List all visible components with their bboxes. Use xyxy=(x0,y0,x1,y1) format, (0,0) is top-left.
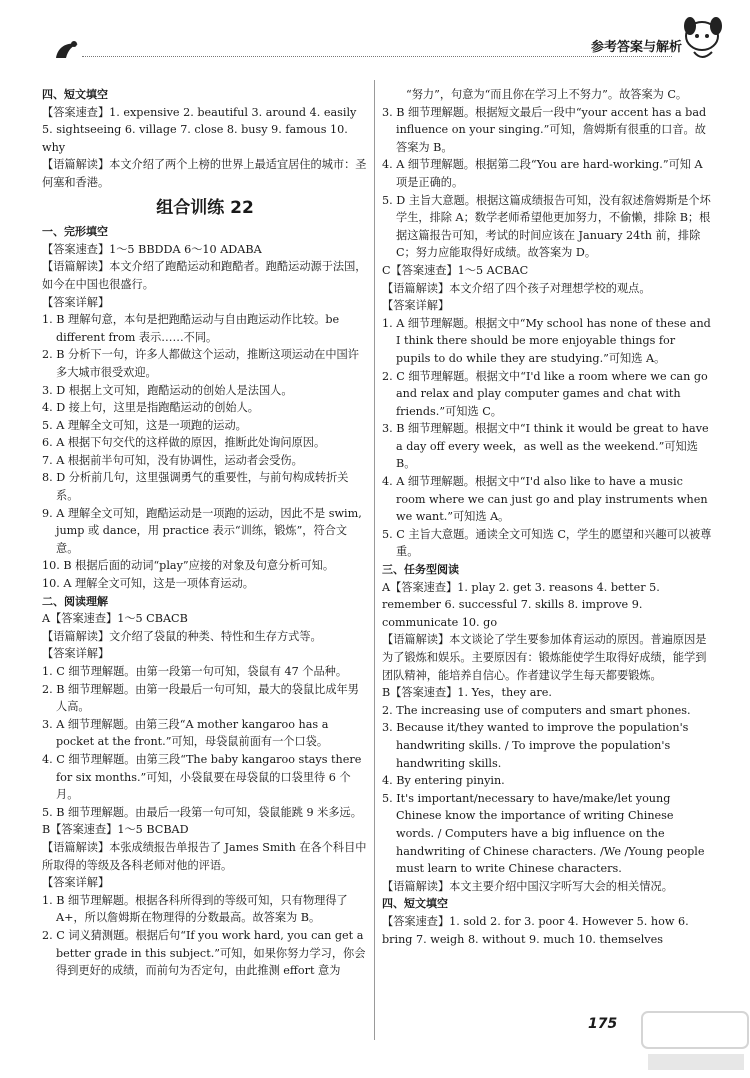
answer-line: 3. B 细节理解题。根据短文最后一段中“your accent has a bad influence on your singing.”可知，詹姆斯有很重的口音。故答案为 B。 xyxy=(382,105,707,154)
answer-line: 4. D 接上句，这里是指跑酷运动的创始人。 xyxy=(42,401,259,415)
answer-line: 7. A 根据前半句可知，没有协调性，运动者会受伤。 xyxy=(42,453,303,467)
page-number: 175 xyxy=(588,1016,618,1032)
answer-line: 6. A 根据下句交代的这样做的原因，推断此处询问原因。 xyxy=(42,436,326,450)
answer-line: 1. B 细节理解题。根据各科所得到的等级可知，只有物理得了 A+，所以詹姆斯在物理得的分数最高。故答案为 B。 xyxy=(42,893,348,925)
page-header xyxy=(0,0,750,70)
answer-line: 10. B 根据后面的动词“play”应接的对象及句意分析可知。 xyxy=(42,559,335,573)
answer-line: 【答案速查】1～5 BBDDA 6～10 ADABA xyxy=(42,242,262,256)
answer-line: 5. D 主旨大意题。根据这篇成绩报告可知，没有叙述詹姆斯是个坏学生，排除 A；数学老师希望他更加努力，不偷懒，排除 B；根据这篇报告可知，考试的时间应该在 January 24th 前，排除 C；努力应能取得好成绩。故答案为 D。 xyxy=(382,193,711,260)
mascot-icon xyxy=(676,14,730,66)
bird-logo-icon xyxy=(52,38,82,62)
answer-line: 1. C 细节理解题。由第一段第一句可知，袋鼠有 47 个品种。 xyxy=(42,665,348,678)
left-column xyxy=(42,86,368,980)
section-heading: 四、短文填空 xyxy=(42,88,108,101)
header-rule xyxy=(82,56,672,57)
section-heading: 一、完形填空 xyxy=(42,225,108,239)
answer-line: 2. C 词义猜测题。根据后句“If you work hard, you can get a better grade in this subject.”可知，如果你努力学习，你会得到更好的成绩，而前句为否定句，由此推测 effort 意为 xyxy=(42,928,366,978)
answer-line: 5. C 主旨大意题。通读全文可知选 C，学生的愿望和兴趣可以被尊重。 xyxy=(382,527,712,559)
answer-line: 【答案详解】 xyxy=(382,299,450,313)
answer-line: B【答案速查】1. Yes，they are. xyxy=(382,686,552,700)
column-divider xyxy=(374,80,375,1040)
answer-line: 1. B 理解句意，本句是把跑酷运动与自由跑运动作比较。be different from 表示……不同。 xyxy=(42,313,340,344)
answer-line: 4. By entering pinyin. xyxy=(382,774,505,788)
section-heading: 二、阅读理解 xyxy=(42,594,108,608)
answer-line: 4. A 细节理解题。根据第二段“You are hard-working.”可知 A 项是正确的。 xyxy=(382,158,703,189)
section-heading: 三、任务型阅读 xyxy=(382,563,459,577)
answer-line: 2. The increasing use of computers and smart phones. xyxy=(382,703,691,717)
right-column xyxy=(382,86,712,948)
answer-line: 【答案详解】 xyxy=(42,295,110,309)
answer-line: 5. A 理解全文可知，这是一项跑的运动。 xyxy=(42,418,247,432)
answer-line: 2. B 细节理解题。由第一段最后一句可知，最大的袋鼠比成年男人高。 xyxy=(42,682,359,714)
answer-line: 【语篇解读】本文介绍了两个上榜的世界上最适宜居住的城市：圣何塞和香港。 xyxy=(42,158,367,189)
answer-line: 3. D 根据上文可知，跑酷运动的创始人是法国人。 xyxy=(42,383,293,397)
answer-line: A【答案速查】1～5 CBACB xyxy=(42,612,188,626)
answer-line: 【语篇解读】本文介绍了跑酷运动和跑酷者。跑酷运动源于法国，如今在中国也很盛行。 xyxy=(42,260,367,291)
watermark-logo xyxy=(640,1008,750,1074)
answer-line: 2. C 细节理解题。根据文中“I'd like a room where we can go and relax and play computer games and chat with friends.”可知选 C。 xyxy=(382,369,708,418)
section-title: 组合训练 22 xyxy=(156,197,254,218)
section-heading: 四、短文填空 xyxy=(382,897,448,911)
answer-line: 【答案详解】 xyxy=(42,647,110,661)
answer-line: 3. Because it/they wanted to improve the population's handwriting skills. / To improve the population's handwriting skills. xyxy=(382,721,689,770)
answer-line: 5. It's important/necessary to have/make/let young Chinese know the importance of writing Chinese words. / Computers have a big influence on the handwriting of Chinese characters. /We /Young people must learn to write Chinese characters. xyxy=(382,791,705,876)
answer-line: 【语篇解读】文介绍了袋鼠的种类、特性和生存方式等。 xyxy=(42,629,322,643)
answer-line: 4. A 细节理解题。根据文中“I'd also like to have a music room where we can just go and play instruments when we want.”可知选 A。 xyxy=(382,475,708,524)
answer-line: 3. A 细节理解题。由第三段“A mother kangaroo has a pocket at the front.”可知，母袋鼠前面有一个口袋。 xyxy=(42,717,329,749)
answer-line: “努力”，句意为“而且你在学习上不努力”。故答案为 C。 xyxy=(406,88,688,101)
answer-line: 【语篇解读】本文主要介绍中国汉字听写大会的相关情况。 xyxy=(382,879,673,893)
answer-line: 5. B 细节理解题。由最后一段第一句可知，袋鼠能跳 9 米多远。 xyxy=(42,805,362,819)
answer-line: 【答案速查】1. expensive 2. beautiful 3. around 4. easily 5. sightseeing 6. village 7. close 8. busy 9. famous 10. why xyxy=(42,105,357,154)
answer-line: 9. A 理解全文可知，跑酷运动是一项跑的运动，因此不是 swim, jump 或 dance，用 practice 表示“训练，锻炼”，符合文意。 xyxy=(42,506,362,555)
answer-line: 2. B 分析下一句，许多人都做这个运动，推断这项运动在中国许多大城市很受欢迎。 xyxy=(42,348,359,379)
header-title: 参考答案与解析 xyxy=(590,40,682,55)
answer-line: 【答案速查】1. sold 2. for 3. poor 4. However 5. how 6. bring 7. weigh 8. without 9. much 10. themselves xyxy=(382,914,689,946)
answer-line: 10. A 理解全文可知，这是一项体育运动。 xyxy=(42,577,254,591)
answer-line: 4. C 细节理解题。由第三段“The baby kangaroo stays there for six months.”可知，小袋鼠要在母袋鼠的口袋里待 6 个月。 xyxy=(42,752,362,802)
answer-line: 1. A 细节理解题。根据文中“My school has none of these and I think there should be more enjoyable things for pupils to do while they are studying.”可知选 A。 xyxy=(382,316,711,365)
answer-line: A【答案速查】1. play 2. get 3. reasons 4. better 5. remember 6. successful 7. skills 8. improve 9. communicate 10. go xyxy=(382,580,660,629)
answer-line: 【答案详解】 xyxy=(42,876,110,890)
answer-line: 3. B 细节理解题。根据文中“I think it would be great to have a day off every week，as well as the weekend.”可知选 B。 xyxy=(382,422,709,471)
answer-line: 【语篇解读】本文谈论了学生要参加体育运动的原因。普遍原因是为了锻炼和娱乐。主要原因有：锻炼能使学生取得好成绩，能学到团队精神，能培养自信心。作者建议学生每天都要锻炼。 xyxy=(382,633,707,682)
answer-line: 【语篇解读】本张成绩报告单报告了 James Smith 在各个科目中所取得的等级及各科老师对他的评语。 xyxy=(42,840,367,872)
answer-line: 8. D 分析前几句，这里强调勇气的重要性，与前句构成转折关系。 xyxy=(42,471,349,503)
answer-line: 【语篇解读】本文介绍了四个孩子对理想学校的观点。 xyxy=(382,281,651,295)
answer-line: C【答案速查】1～5 ACBAC xyxy=(382,263,529,277)
answer-line: B【答案速查】1～5 BCBAD xyxy=(42,823,189,837)
